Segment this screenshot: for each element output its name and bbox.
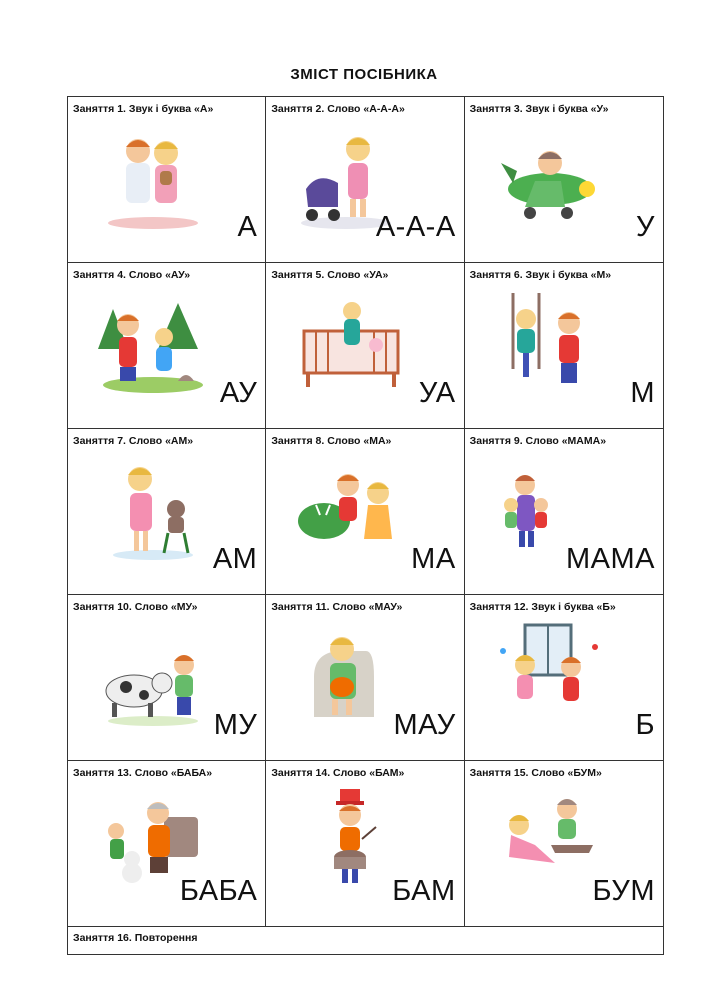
lesson-cell <box>68 97 266 262</box>
lesson-cell <box>68 429 266 594</box>
baby-crib-illustration <box>296 289 406 399</box>
lesson-cell <box>465 429 663 594</box>
lesson-word: БАБА <box>179 875 258 907</box>
lesson-caption: Заняття 10. Слово «МУ» <box>73 601 198 613</box>
lesson-caption: Заняття 6. Звук і буква «М» <box>469 269 612 281</box>
lesson-caption: Заняття 15. Слово «БУМ» <box>469 767 602 779</box>
lesson-caption: Заняття 2. Слово «А-А-А» <box>271 103 405 115</box>
lesson-cell <box>68 761 266 926</box>
lesson-word: БАМ <box>392 875 456 907</box>
pilot-plane-illustration <box>495 123 605 233</box>
lesson-word: МА <box>411 543 456 575</box>
kids-doctor-illustration <box>98 123 208 233</box>
lesson-cell <box>68 595 266 760</box>
table-row <box>68 97 663 263</box>
table-row <box>68 429 663 595</box>
boy-drum-illustration <box>296 787 406 897</box>
lesson-cell <box>266 761 464 926</box>
kids-swing-illustration <box>495 289 605 399</box>
page-title: ЗМІСТ ПОСІБНИКА <box>290 66 438 83</box>
lesson-caption: Заняття 13. Слово «БАБА» <box>73 767 213 779</box>
girl-cat-illustration <box>296 621 406 731</box>
lesson-caption: Заняття 5. Слово «УА» <box>271 269 389 281</box>
kids-sled-illustration <box>495 787 605 897</box>
lesson-caption: Заняття 12. Звук і буква «Б» <box>469 601 616 613</box>
lesson-cell <box>465 595 663 760</box>
lesson-caption: Заняття 16. Повторення <box>73 932 198 944</box>
table-row <box>68 927 663 954</box>
table-row <box>68 595 663 761</box>
lesson-caption: Заняття 8. Слово «МА» <box>271 435 392 447</box>
lesson-cell <box>465 761 663 926</box>
kids-forest-illustration <box>98 289 208 399</box>
lesson-cell <box>266 263 464 428</box>
lesson-word: М <box>630 377 655 409</box>
contents-table <box>67 96 664 955</box>
table-row <box>68 761 663 927</box>
lesson-word: УА <box>418 377 456 409</box>
lesson-word: МАУ <box>393 709 456 741</box>
lesson-caption: Заняття 4. Слово «АУ» <box>73 269 191 281</box>
lesson-caption: Заняття 9. Слово «МАМА» <box>469 435 607 447</box>
lesson-cell <box>266 97 464 262</box>
girl-teddy-illustration <box>98 455 208 565</box>
lesson-cell <box>465 263 663 428</box>
lesson-caption: Заняття 11. Слово «МАУ» <box>271 601 403 613</box>
lesson-word: АУ <box>219 377 258 409</box>
lesson-word: Б <box>635 709 655 741</box>
kids-window-illustration <box>495 621 605 731</box>
lesson-word: БУМ <box>592 875 655 907</box>
kids-bush-illustration <box>296 455 406 565</box>
lesson-caption: Заняття 14. Слово «БАМ» <box>271 767 405 779</box>
lesson-cell <box>465 97 663 262</box>
lesson-caption: Заняття 1. Звук і буква «А» <box>73 103 214 115</box>
lesson-word: МАМА <box>565 543 655 575</box>
lesson-caption: Заняття 7. Слово «АМ» <box>73 435 194 447</box>
boy-cow-illustration <box>98 621 208 731</box>
lesson-word: АМ <box>212 543 258 575</box>
lesson-word: У <box>636 211 655 243</box>
lesson-word: А <box>237 211 258 243</box>
lesson-cell <box>266 595 464 760</box>
table-row <box>68 263 663 429</box>
lesson-cell <box>68 263 266 428</box>
lesson-caption: Заняття 3. Звук і буква «У» <box>469 103 609 115</box>
lesson-word: МУ <box>213 709 258 741</box>
lesson-cell <box>266 429 464 594</box>
lesson-word: А-А-А <box>375 211 456 243</box>
